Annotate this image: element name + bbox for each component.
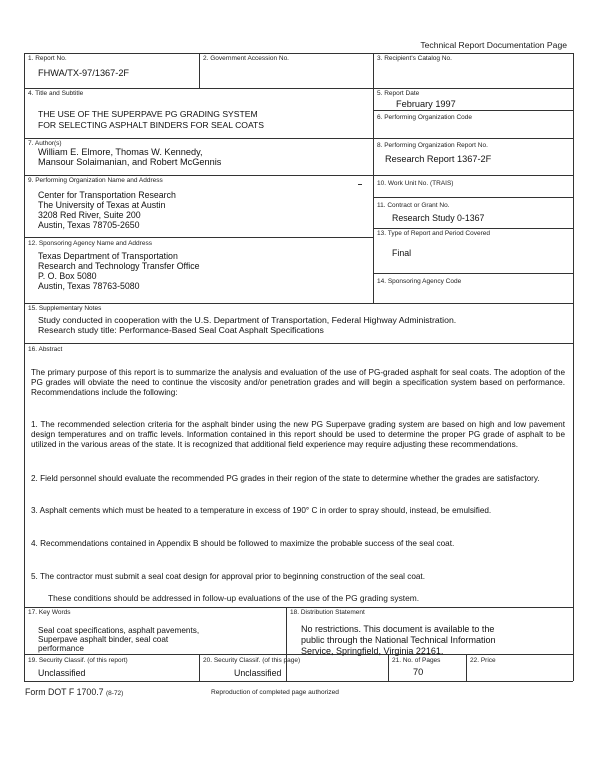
security-page-value: Unclassified [234, 668, 282, 678]
authors-line-1: William E. Elmore, Thomas W. Kennedy, [38, 147, 203, 157]
distribution-line-2: public through the National Technical Information [301, 635, 496, 645]
abstract-item-4: 4. Recommendations contained in Appendix B should be followed to maximize the probable success of the seal coat. [31, 539, 455, 548]
abstract-label: 16. Abstract [28, 346, 63, 353]
performing-org-line-4: Austin, Texas 78705-2650 [38, 220, 140, 230]
distribution-label: 18. Distribution Statement [290, 609, 365, 616]
performing-org-line-1: Center for Transportation Research [38, 190, 176, 200]
report-date-label: 5. Report Date [377, 90, 420, 97]
sponsoring-agency-line-3: P. O. Box 5080 [38, 271, 97, 281]
report-type-label: 13. Type of Report and Period Covered [377, 230, 490, 237]
abstract-item-2: 2. Field personnel should evaluate the recommended PG grades in their region of the state to determine whether the grades are satisfactory. [31, 474, 540, 483]
title-subtitle-label: 4. Title and Subtitle [28, 90, 84, 97]
reproduction-note: Reproduction of completed page authorized [211, 689, 339, 696]
page-header-title: Technical Report Documentation Page [420, 40, 567, 50]
work-unit-label: 10. Work Unit No. (TRAIS) [377, 180, 454, 187]
authors-label: 7. Author(s) [28, 140, 62, 147]
sponsoring-agency-label: 12. Sponsoring Agency Name and Address [28, 240, 152, 247]
report-no-value: FHWA/TX-97/1367-2F [38, 68, 130, 78]
form-number [25, 687, 123, 697]
abstract-closing: These conditions should be addressed in follow-up evaluations of the use of the PG grading system. [48, 593, 420, 603]
price-label: 22. Price [470, 657, 496, 664]
title-line-1: THE USE OF THE SUPERPAVE PG GRADING SYSTEM [38, 109, 258, 119]
performing-org-report-label: 8. Performing Organization Report No. [377, 142, 488, 149]
abstract-item-3: 3. Asphalt cements which must be heated to a temperature in excess of 190° C in order to spray should, instead, be emulsified. [31, 506, 492, 515]
sponsoring-agency-line-1: Texas Department of Transportation [38, 251, 178, 261]
key-words-label: 17. Key Words [28, 609, 71, 616]
report-type-value: Final [392, 248, 412, 258]
abstract-intro: The primary purpose of this report is to summarize the analysis and evaluation of the use of PG-graded asphalt for seal coats. The adoption of the PG grades will obviate the need to continue the viscosity and/or penetration grades and will begin a specification system based on performance. Recommendations include the following: [31, 368, 565, 397]
sponsoring-agency-line-4: Austin, Texas 78763-5080 [38, 281, 140, 291]
supplementary-line-2: Research study title: Performance-Based Seal Coat Asphalt Specifications [38, 325, 324, 335]
contract-grant-value: Research Study 0-1367 [392, 213, 485, 223]
form-number-text: Form DOT F 1700.7 [25, 687, 104, 697]
num-pages-value: 70 [413, 667, 424, 677]
sponsoring-code-label: 14. Sponsoring Agency Code [377, 278, 462, 285]
abstract-item-5: 5. The contractor must submit a seal coat design for approval prior to beginning construction of the seal coat. [31, 572, 425, 581]
security-report-label: 19. Security Classif. (of this report) [28, 657, 128, 664]
supplementary-label: 15. Supplementary Notes [28, 305, 102, 312]
performing-org-code-label: 6. Performing Organization Code [377, 114, 473, 121]
gov-accession-label: 2. Government Accession No. [203, 55, 289, 62]
performing-org-line-3: 3208 Red River, Suite 200 [38, 210, 141, 220]
key-words-line-1: Seal coat specifications, asphalt pavements, [38, 626, 200, 635]
security-report-value: Unclassified [38, 668, 86, 678]
recipient-catalog-label: 3. Recipient's Catalog No. [377, 55, 452, 62]
num-pages-label: 21. No. of Pages [392, 657, 441, 664]
title-line-2: FOR SELECTING ASPHALT BINDERS FOR SEAL COATS [38, 120, 265, 130]
report-no-label: 1. Report No. [28, 55, 67, 62]
abstract-item-1: 1. The recommended selection criteria for the asphalt binder using the new PG Superpave grading system are based on high and low pavement design temperatures and on traffic levels. Information contained in this report should be used to determine the proper PG grade of asphalt to be utilized in the various areas of the state. It is recognized that additional field experience may require adjusting these recommendations. [31, 420, 565, 449]
supplementary-line-1: Study conducted in cooperation with the U.S. Department of Transportation, Federal Highway Administration. [38, 315, 457, 325]
distribution-line-1: No restrictions. This document is available to the [301, 624, 495, 634]
performing-org-line-2: The University of Texas at Austin [38, 200, 166, 210]
key-words-line-2: Superpave asphalt binder, seal coat [38, 635, 169, 644]
security-page-label: 20. Security Classif. (of this page) [203, 657, 301, 664]
key-words-line-3: performance [38, 644, 84, 653]
sponsoring-agency-line-2: Research and Technology Transfer Office [38, 261, 200, 271]
form-date: (8-72) [106, 690, 124, 697]
performing-org-report-value: Research Report 1367-2F [385, 154, 492, 164]
authors-line-2: Mansour Solaimanian, and Robert McGennis [38, 157, 222, 167]
distribution-line-3: Service, Springfield, Virginia 22161. [301, 646, 444, 656]
contract-grant-label: 11. Contract or Grant No. [377, 202, 450, 209]
report-date-value: February 1997 [396, 99, 456, 109]
performing-org-label: 9. Performing Organization Name and Address [28, 177, 163, 184]
